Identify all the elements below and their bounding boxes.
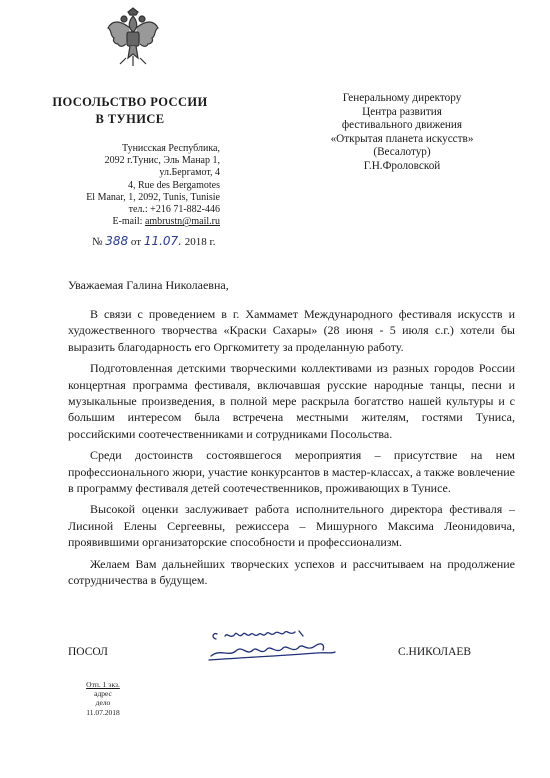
letter-body (68, 306, 515, 594)
footer-copies: Отп. 1 экз. (86, 680, 120, 689)
email-line (40, 216, 220, 228)
ref-date: 11.07. (143, 234, 182, 248)
body-paragraph: Среди достоинств состоявшегося мероприятия – присутствие на нем профессионального жюри, участие конкурсантов в мастер-классах, а также вовлечение в программу фестиваля детей соотечественников, проживающих в Тунисе. (68, 448, 515, 496)
ref-number: 388 (105, 234, 129, 248)
footer-date: 11.07.2018 (86, 707, 120, 717)
body-paragraph: Желаем Вам дальнейших творческих успехов и рассчитываем на продолжение сотрудничества в будущем. (68, 556, 515, 588)
handwritten-signature (207, 622, 347, 668)
embassy-address (40, 143, 220, 228)
footer-line: дело (95, 698, 111, 708)
recipient-line: фестивального движения (341, 119, 463, 132)
coat-of-arms-icon (106, 6, 160, 70)
email-label: E-mail: (112, 216, 145, 228)
address-line: Тунисская Республика, (121, 143, 220, 154)
address-line: El Manar, 1, 2092, Tunis, Tunisie (86, 191, 220, 203)
embassy-name-line2: В ТУНИСЕ (95, 112, 165, 126)
salutation: Уважаемая Галина Николаевна, (68, 278, 229, 292)
recipient-block (312, 92, 492, 174)
embassy-name-line1: ПОСОЛЬСТВО РОССИИ (52, 95, 208, 109)
address-line: ул.Бергамот, 4 (159, 167, 220, 179)
body-paragraph: Высокой оценки заслуживает работа исполнительного директора фестиваля – Лисиной Елены Сергеевны, режиссера – Мишурного Максима Леонидовича, проявившими организаторские способности и профессионализм. (68, 502, 515, 550)
address-line: 4, Rue des Bergamotes (127, 179, 220, 191)
ref-prefix: № (92, 236, 103, 248)
recipient-line: Г.Н.Фроловской (363, 159, 441, 172)
recipient-line: Генеральному директору (342, 92, 462, 104)
address-line: тел.: +216 71-882-446 (128, 204, 220, 216)
recipient-line: Центра развития (362, 105, 442, 118)
signer-name: С.НИКОЛАЕВ (398, 646, 472, 658)
footer-line: адрес (94, 689, 112, 699)
body-paragraph: Подготовленная детскими творческими коллективами из разных городов России концертная программа фестиваля, включавшая русские народные танцы, песни и музыкальные произведения, в полной мере раскрыла богатство нашей культуры и с большим интересом была встречена местными жителям, гостями Туниса, российскими соотечественниками и сотрудниками Посольства. (68, 361, 515, 441)
footer-note (68, 680, 138, 717)
recipient-line: «Открытая планета искусств» (330, 132, 474, 145)
email-link[interactable]: ambrustn@mail.ru (144, 216, 220, 228)
address-line: 2092 г.Тунис, Эль Манар 1, (104, 155, 220, 167)
signer-position: ПОСОЛ (68, 646, 108, 658)
body-paragraph: В связи с проведением в г. Хаммамет Международного фестиваля искусств и художественного творчества «Краски Сахары» (28 июня - 5 июля с.г.) хотели бы выразить благодарность его Оргкомитету за проделанную работу. (68, 307, 515, 354)
ref-from: от (130, 236, 142, 248)
recipient-line: (Весалотур) (373, 146, 431, 159)
ref-year: 2018 г. (184, 236, 216, 248)
reference-line (92, 234, 216, 248)
